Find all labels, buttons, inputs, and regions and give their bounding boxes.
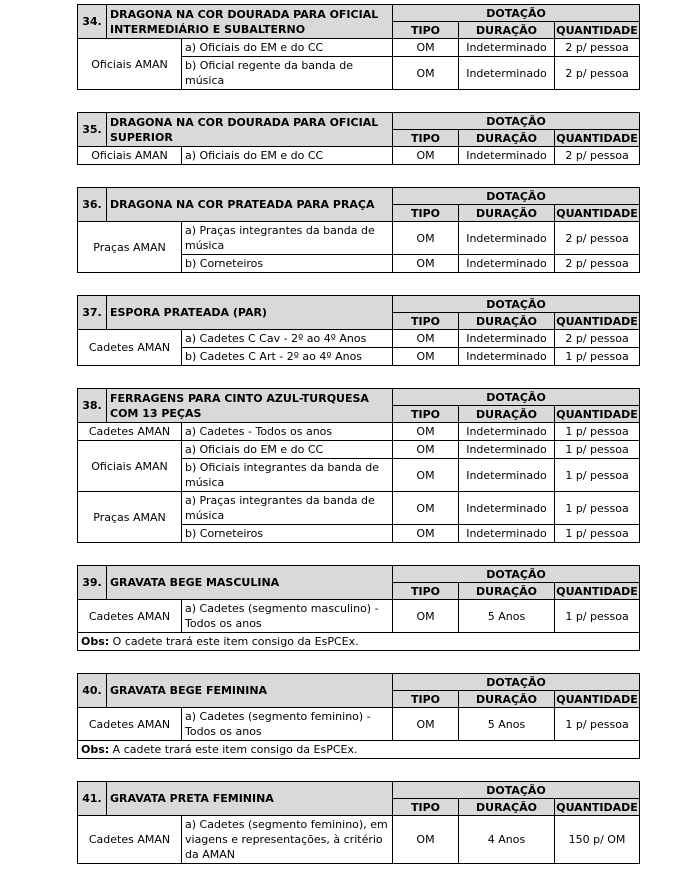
header-quantidade: QUANTIDADE (556, 692, 638, 706)
row-quantidade: 2 p/ pessoa (555, 147, 640, 165)
row-duracao: 5 Anos (459, 708, 555, 741)
group-name: Cadetes AMAN (78, 600, 182, 633)
header-dotacao: DOTAÇÃO (393, 566, 640, 583)
item-block (77, 187, 639, 273)
header-duracao: DURAÇÃO (459, 406, 555, 423)
item-table (77, 112, 640, 165)
header-quantidade: QUANTIDADE (556, 206, 638, 220)
item-title: DRAGONA NA COR DOURADA PARA OFICIAL INTERMEDIÁRIO E SUBALTERNO (107, 5, 393, 39)
row-description: b) Cadetes C Art - 2º ao 4º Anos (182, 348, 393, 366)
row-duracao: Indeterminado (459, 441, 555, 459)
row-tipo: OM (393, 492, 459, 525)
item-block (77, 388, 639, 543)
item-number: 40. (78, 674, 107, 708)
row-description: a) Cadetes - Todos os anos (182, 423, 393, 441)
header-tipo: TIPO (393, 313, 459, 330)
table-row (78, 441, 640, 459)
group-name: Cadetes AMAN (78, 330, 182, 366)
header-tipo: TIPO (393, 799, 459, 816)
obs-note (78, 741, 640, 759)
row-tipo: OM (393, 348, 459, 366)
table-row (78, 39, 640, 57)
row-quantidade: 2 p/ pessoa (555, 330, 640, 348)
row-tipo: OM (393, 525, 459, 543)
group-name: Praças AMAN (78, 222, 182, 273)
table-row (78, 708, 640, 741)
row-quantidade: 1 p/ pessoa (555, 423, 640, 441)
row-tipo: OM (393, 441, 459, 459)
group-name: Praças AMAN (78, 492, 182, 543)
header-duracao: DURAÇÃO (459, 22, 555, 39)
row-quantidade: 2 p/ pessoa (555, 39, 640, 57)
row-tipo: OM (393, 423, 459, 441)
header-dotacao: DOTAÇÃO (393, 296, 640, 313)
item-table (77, 187, 640, 273)
row-description: b) Corneteiros (182, 525, 393, 543)
item-number: 41. (78, 782, 107, 816)
header-duracao: DURAÇÃO (459, 205, 555, 222)
header-quantidade: QUANTIDADE (556, 800, 638, 814)
header-tipo: TIPO (393, 22, 459, 39)
row-duracao: Indeterminado (459, 222, 555, 255)
row-tipo: OM (393, 708, 459, 741)
item-title: DRAGONA NA COR PRATEADA PARA PRAÇA (107, 188, 393, 222)
row-duracao: Indeterminado (459, 57, 555, 90)
row-quantidade: 1 p/ pessoa (555, 459, 640, 492)
item-title: ESPORA PRATEADA (PAR) (107, 296, 393, 330)
row-description: b) Oficial regente da banda de música (182, 57, 393, 90)
item-block (77, 565, 639, 651)
group-name: Oficiais AMAN (78, 441, 182, 492)
row-description: a) Cadetes (segmento masculino) - Todos os anos (182, 600, 393, 633)
row-quantidade: 1 p/ pessoa (555, 492, 640, 525)
header-quantidade: QUANTIDADE (556, 407, 638, 421)
row-description: a) Cadetes C Cav - 2º ao 4º Anos (182, 330, 393, 348)
header-tipo: TIPO (393, 583, 459, 600)
item-block (77, 4, 639, 90)
header-quantidade: QUANTIDADE (556, 314, 638, 328)
group-name: Oficiais AMAN (78, 147, 182, 165)
item-table (77, 388, 640, 543)
group-name: Oficiais AMAN (78, 39, 182, 90)
obs-note (78, 633, 640, 651)
header-dotacao: DOTAÇÃO (393, 674, 640, 691)
header-dotacao: DOTAÇÃO (393, 782, 640, 799)
row-tipo: OM (393, 57, 459, 90)
header-quantidade: QUANTIDADE (556, 23, 638, 37)
row-duracao: Indeterminado (459, 330, 555, 348)
header-tipo: TIPO (393, 130, 459, 147)
row-duracao: Indeterminado (459, 459, 555, 492)
obs-text: O cadete trará este item consigo da EsPCEx. (112, 635, 359, 648)
item-table (77, 295, 640, 366)
row-duracao: 4 Anos (459, 816, 555, 864)
row-quantidade: 1 p/ pessoa (555, 348, 640, 366)
header-tipo: TIPO (393, 205, 459, 222)
header-quantidade: QUANTIDADE (556, 584, 638, 598)
item-title: DRAGONA NA COR DOURADA PARA OFICIAL SUPERIOR (107, 113, 393, 147)
row-description: a) Praças integrantes da banda de música (182, 222, 393, 255)
group-name: Cadetes AMAN (78, 708, 182, 741)
row-description: a) Cadetes (segmento feminino) - Todos os anos (182, 708, 393, 741)
item-block (77, 112, 639, 165)
item-number: 38. (78, 389, 107, 423)
row-duracao: Indeterminado (459, 255, 555, 273)
row-tipo: OM (393, 816, 459, 864)
row-description: b) Corneteiros (182, 255, 393, 273)
table-row (78, 492, 640, 525)
item-title: GRAVATA BEGE FEMININA (107, 674, 393, 708)
item-number: 34. (78, 5, 107, 39)
header-duracao: DURAÇÃO (459, 583, 555, 600)
header-dotacao: DOTAÇÃO (393, 188, 640, 205)
table-row (78, 423, 640, 441)
item-number: 37. (78, 296, 107, 330)
item-table (77, 4, 640, 90)
item-block (77, 295, 639, 366)
row-quantidade: 150 p/ OM (555, 816, 640, 864)
header-duracao: DURAÇÃO (459, 130, 555, 147)
table-row (78, 147, 640, 165)
row-quantidade: 1 p/ pessoa (555, 708, 640, 741)
row-duracao: Indeterminado (459, 423, 555, 441)
header-tipo: TIPO (393, 691, 459, 708)
item-number: 39. (78, 566, 107, 600)
row-description: b) Oficiais integrantes da banda de música (182, 459, 393, 492)
header-dotacao: DOTAÇÃO (393, 5, 640, 22)
header-quantidade: QUANTIDADE (556, 131, 638, 145)
obs-text: A cadete trará este item consigo da EsPCEx. (112, 743, 358, 756)
group-name: Cadetes AMAN (78, 423, 182, 441)
item-block (77, 781, 639, 864)
row-quantidade: 1 p/ pessoa (555, 441, 640, 459)
item-title: GRAVATA BEGE MASCULINA (107, 566, 393, 600)
row-tipo: OM (393, 255, 459, 273)
obs-label: Obs: (81, 743, 110, 756)
table-row (78, 330, 640, 348)
item-title: GRAVATA PRETA FEMININA (107, 782, 393, 816)
item-table (77, 673, 640, 759)
table-row (78, 600, 640, 633)
row-tipo: OM (393, 459, 459, 492)
header-duracao: DURAÇÃO (459, 799, 555, 816)
obs-label: Obs: (81, 635, 110, 648)
table-row (78, 816, 640, 864)
row-duracao: Indeterminado (459, 492, 555, 525)
item-number: 36. (78, 188, 107, 222)
row-duracao: Indeterminado (459, 39, 555, 57)
row-quantidade: 1 p/ pessoa (555, 600, 640, 633)
document (77, 4, 639, 886)
row-duracao: Indeterminado (459, 348, 555, 366)
row-description: a) Oficiais do EM e do CC (182, 441, 393, 459)
item-table (77, 781, 640, 864)
item-table (77, 565, 640, 651)
row-tipo: OM (393, 222, 459, 255)
row-quantidade: 1 p/ pessoa (555, 525, 640, 543)
row-tipo: OM (393, 147, 459, 165)
row-tipo: OM (393, 600, 459, 633)
header-dotacao: DOTAÇÃO (393, 389, 640, 406)
row-duracao: 5 Anos (459, 600, 555, 633)
header-duracao: DURAÇÃO (459, 691, 555, 708)
item-number: 35. (78, 113, 107, 147)
row-description: a) Praças integrantes da banda de música (182, 492, 393, 525)
row-quantidade: 2 p/ pessoa (555, 255, 640, 273)
group-name: Cadetes AMAN (78, 816, 182, 864)
item-title: FERRAGENS PARA CINTO AZUL-TURQUESA COM 13 PEÇAS (107, 389, 393, 423)
row-tipo: OM (393, 39, 459, 57)
row-duracao: Indeterminado (459, 147, 555, 165)
table-row (78, 222, 640, 255)
row-duracao: Indeterminado (459, 525, 555, 543)
row-quantidade: 2 p/ pessoa (555, 57, 640, 90)
header-dotacao: DOTAÇÃO (393, 113, 640, 130)
row-quantidade: 2 p/ pessoa (555, 222, 640, 255)
row-description: a) Oficiais do EM e do CC (182, 147, 393, 165)
header-duracao: DURAÇÃO (459, 313, 555, 330)
row-tipo: OM (393, 330, 459, 348)
row-description: a) Oficiais do EM e do CC (182, 39, 393, 57)
item-block (77, 673, 639, 759)
header-tipo: TIPO (393, 406, 459, 423)
row-description: a) Cadetes (segmento feminino), em viagens e representações, à critério da AMAN (182, 816, 393, 864)
